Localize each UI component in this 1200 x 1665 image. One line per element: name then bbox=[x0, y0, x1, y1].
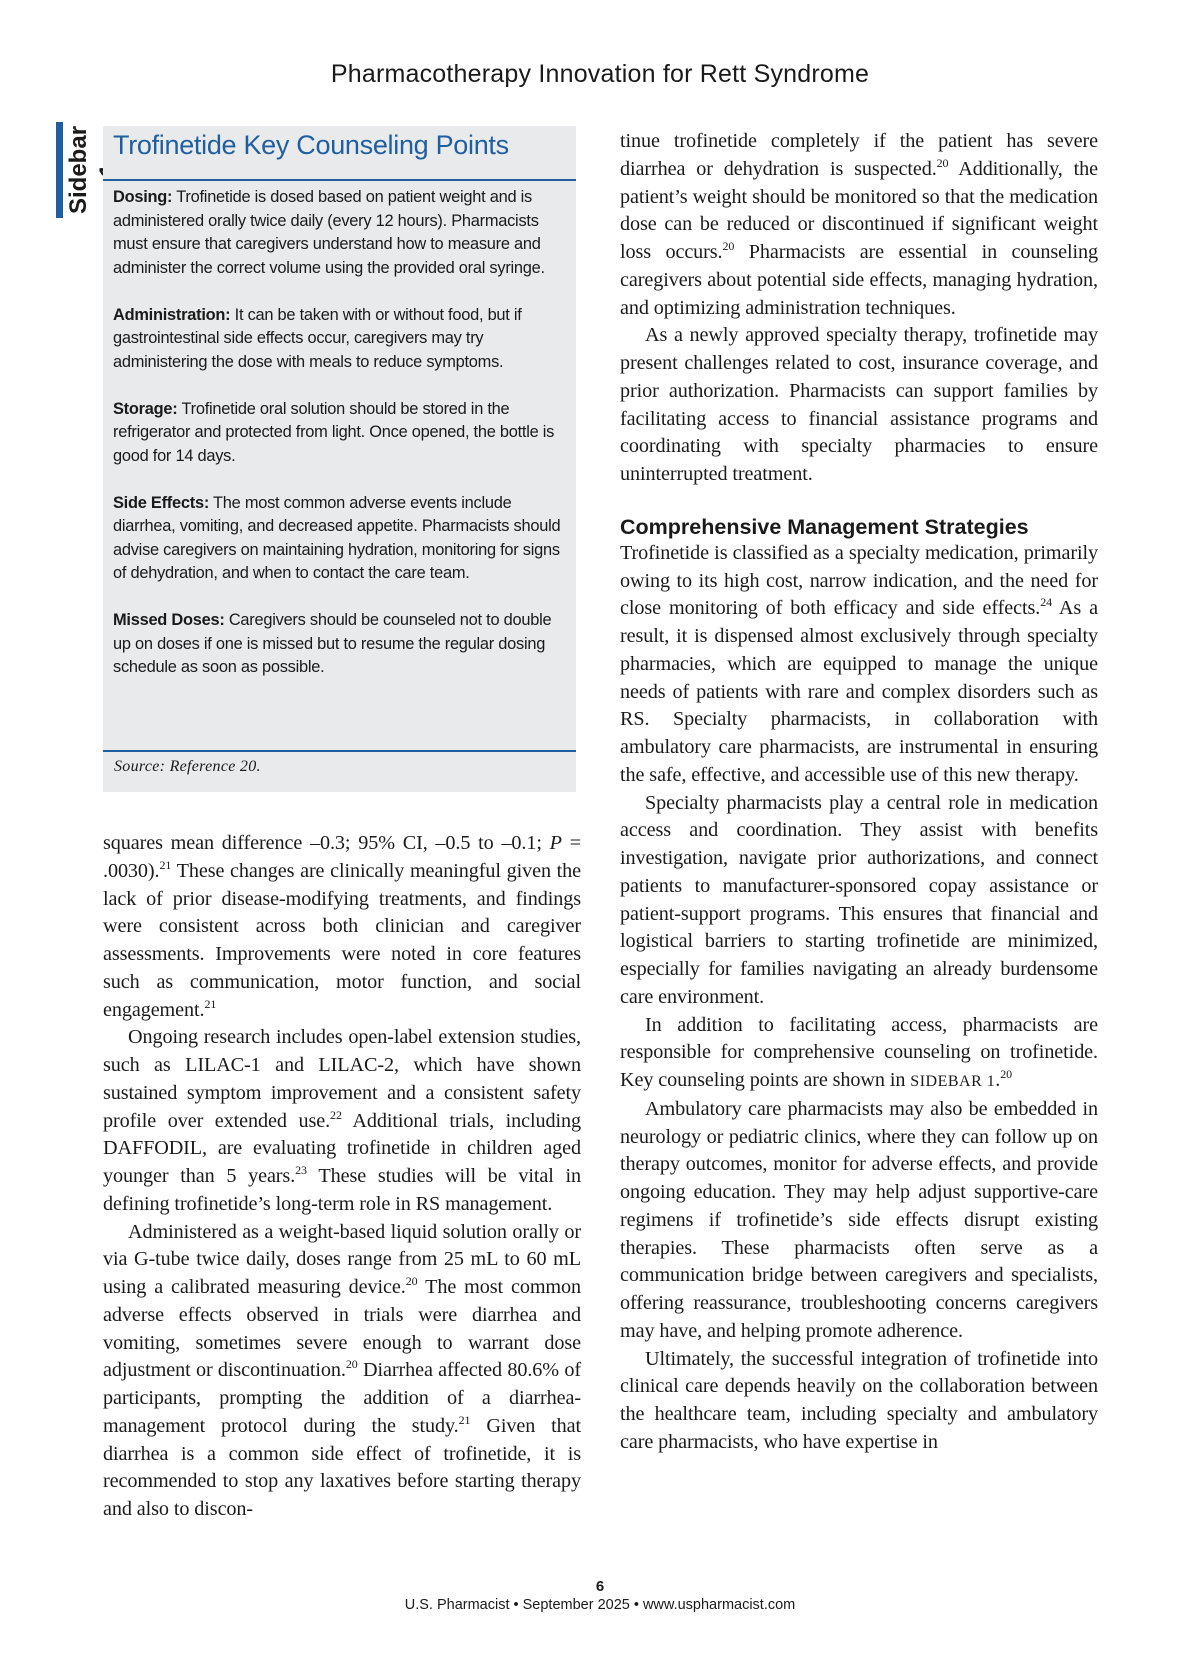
sidebar-item-label: Side Effects: bbox=[113, 493, 210, 512]
sidebar-body bbox=[113, 186, 565, 703]
section-heading: Comprehensive Management Strategies bbox=[620, 514, 1029, 539]
citation-superscript: 20 bbox=[936, 155, 949, 170]
citation-superscript: 23 bbox=[295, 1163, 307, 1177]
sidebar-item-text: Trofinetide oral solution should be stored in the refrigerator and protected from light. Once opened, the bottle is good for 14 days. bbox=[113, 399, 555, 465]
body-paragraph: In addition to facilitating access, pharmacists are responsible for comprehensive counseling on trofinetide. Key counseling points are shown in SIDEBAR 1.20 bbox=[620, 1013, 1098, 1091]
body-paragraph: As a newly approved specialty therapy, trofinetide may present challenges related to cost, insurance coverage, and prior authorization. Pharmacists can support families by facilitating access to financial assistance programs and coordinating with specialty pharmacies to ensure uninterrupted treatment. bbox=[620, 324, 1098, 485]
body-paragraph: Administered as a weight-based liquid solution orally or via G-tube twice daily, doses range from 25 mL to 60 mL using a calibrated measuring device.$^{20}$ The most common adverse effects observed in trials were diarrhea and vomiting, sometimes severe enough to warrant dose adjustment or discontinuation.$^{20}$ Diarrhea affected 80.6% of participants, prompting the addition of a diarrhea-management protocol during the study.$^{21}$ Given that diarrhea is a common side effect of trofinetide, it is recommended to stop any laxatives before starting therapy and also to discon- bbox=[103, 1220, 582, 1520]
citation-superscript: 20 bbox=[345, 1357, 358, 1372]
sidebar-tab-label: Sidebar bbox=[65, 125, 92, 215]
body-paragraph: Ongoing research includes open-label extension studies, such as LILAC-1 and LILAC-2, which have shown sustained symptom improvement and a consistent safety profile over extended use.$^{22}$ Additional trials, including DAFFODIL, are evaluating trofinetide in children aged younger than 5 years.$^{23}$ These studies will be vital in defining trofinetide’s long-term role in RS management. bbox=[103, 1026, 581, 1215]
sidebar-item-label: Storage: bbox=[113, 399, 178, 418]
sidebar-source: Source: Reference 20. bbox=[114, 758, 261, 775]
body-paragraph: Ultimately, the successful integration of trofinetide into clinical care depends heavily on the collaboration between the healthcare team, including specialty and ambulatory care pharmacists, who have expertise in bbox=[620, 1347, 1098, 1453]
sidebar-reference: SIDEBAR 1 bbox=[910, 1073, 996, 1090]
citation-superscript: 20 bbox=[722, 239, 735, 253]
running-head-title: Pharmacotherapy Innovation for Rett Syndrome bbox=[330, 60, 870, 88]
body-paragraph: Ambulatory care pharmacists may also be embedded in neurology or pediatric clinics, where they can follow up on therapy outcomes, monitor for adverse effects, and provide ongoing education. They may help adjust supportive-care regimens if trofinetide’s side effects disrupt existing therapies. These pharmacists often serve as a communication bridge between caregivers and specialists, offering reassurance, troubleshooting concerns caregivers may have, and helping promote adherence. bbox=[620, 1097, 1098, 1342]
sidebar-item-administration bbox=[113, 304, 565, 375]
sidebar-item-text: The most common adverse events include diarrhea, vomiting, and decreased appetite. Pharmacists should advise caregivers on maintaining hydration, monitoring for signs of dehydration, and when to contact the care team. bbox=[113, 493, 561, 582]
publication-footer: U.S. Pharmacist • September 2025 • www.uspharmacist.com bbox=[404, 1597, 796, 1613]
citation-superscript: 22 bbox=[330, 1107, 342, 1122]
sidebar-item-label: Dosing: bbox=[113, 188, 173, 206]
sidebar-item-text: Trofinetide is dosed based on patient weight and is administered orally twice daily (every 12 hours). Pharmacists must ensure that caregivers understand how to measure and administer the correct volume using the provided oral syringe. bbox=[113, 188, 545, 277]
sidebar-item-dosing bbox=[113, 186, 565, 280]
page-number: 6 bbox=[595, 1578, 605, 1595]
citation-superscript: 21 bbox=[204, 996, 217, 1011]
body-paragraph: Trofinetide is classified as a specialty medication, primarily owing to its high cost, narrow indication, and the need for close monitoring of both efficacy and side effects.$^{24}$ As a result, it is dispensed almost exclusively through specialty pharmacies, which are equipped to manage the unique needs of patients with rare and complex disorders such as RS. Specialty pharmacists, in collaboration with ambulatory care pharmacists, are instrumental in ensuring the safe, effective, and accessible use of this new therapy. bbox=[620, 541, 1098, 786]
sidebar-rule-bottom bbox=[103, 750, 576, 752]
sidebar-item-storage bbox=[113, 398, 565, 469]
citation-superscript: 21 bbox=[458, 1412, 471, 1427]
sidebar-item-missed-doses bbox=[113, 609, 565, 680]
sidebar-item-text: It can be taken with or without food, but if gastrointestinal side effects occur, caregivers may try administering the dose with meals to reduce symptoms. bbox=[113, 305, 522, 371]
citation-superscript: 24 bbox=[1040, 595, 1053, 610]
sidebar-item-label: Missed Doses: bbox=[113, 611, 225, 629]
sidebar-tab-accent bbox=[56, 122, 63, 218]
right-column bbox=[620, 128, 1098, 1457]
sidebar-title: Trofinetide Key Counseling Points bbox=[113, 130, 509, 160]
left-column bbox=[103, 830, 581, 1524]
citation-superscript: 20 bbox=[1000, 1067, 1013, 1081]
citation-superscript: 21 bbox=[159, 857, 172, 872]
citation-superscript: 20 bbox=[405, 1274, 418, 1288]
body-paragraph: tinue trofinetide completely if the patient has severe diarrhea or dehydration is suspected.$^{20}$ Additionally, the patient’s weight should be monitored so that the medication dose can be reduced or discontinued if significant weight loss occurs.$^{20}$ Pharmacists are essential in counseling caregivers about potential side effects, managing hydration, and optimizing administration techniques. bbox=[620, 130, 1098, 319]
sidebar-item-side-effects bbox=[113, 492, 565, 586]
sidebar-item-text: Caregivers should be counseled not to double up on doses if one is missed but to resume the regular dosing schedule as soon as possible. bbox=[113, 611, 552, 676]
body-paragraph: Specialty pharmacists play a central role in medication access and coordination. They assist with benefits investigation, navigate prior authorizations, and connect patients to manufacturer-sponsored copay assistance or patient-support programs. This ensures that financial and logistical barriers to starting trofinetide are minimized, especially for families navigating an already burdensome care environment. bbox=[620, 791, 1098, 1008]
sidebar-rule-top bbox=[103, 179, 576, 181]
sidebar-box bbox=[103, 126, 576, 792]
body-paragraph: squares mean difference –0.3; 95% CI, –0.5 to –0.1; P = .0030).$^{21}$ These changes are clinically meaningful given the lack of prior disease-modifying treatments, and findings were consistent across both clinician and caregiver assessments. Improvements were noted in core features such as communication, motor function, and social engagement.$^{21}$ bbox=[103, 832, 581, 1021]
sidebar-item-label: Administration: bbox=[113, 305, 231, 324]
